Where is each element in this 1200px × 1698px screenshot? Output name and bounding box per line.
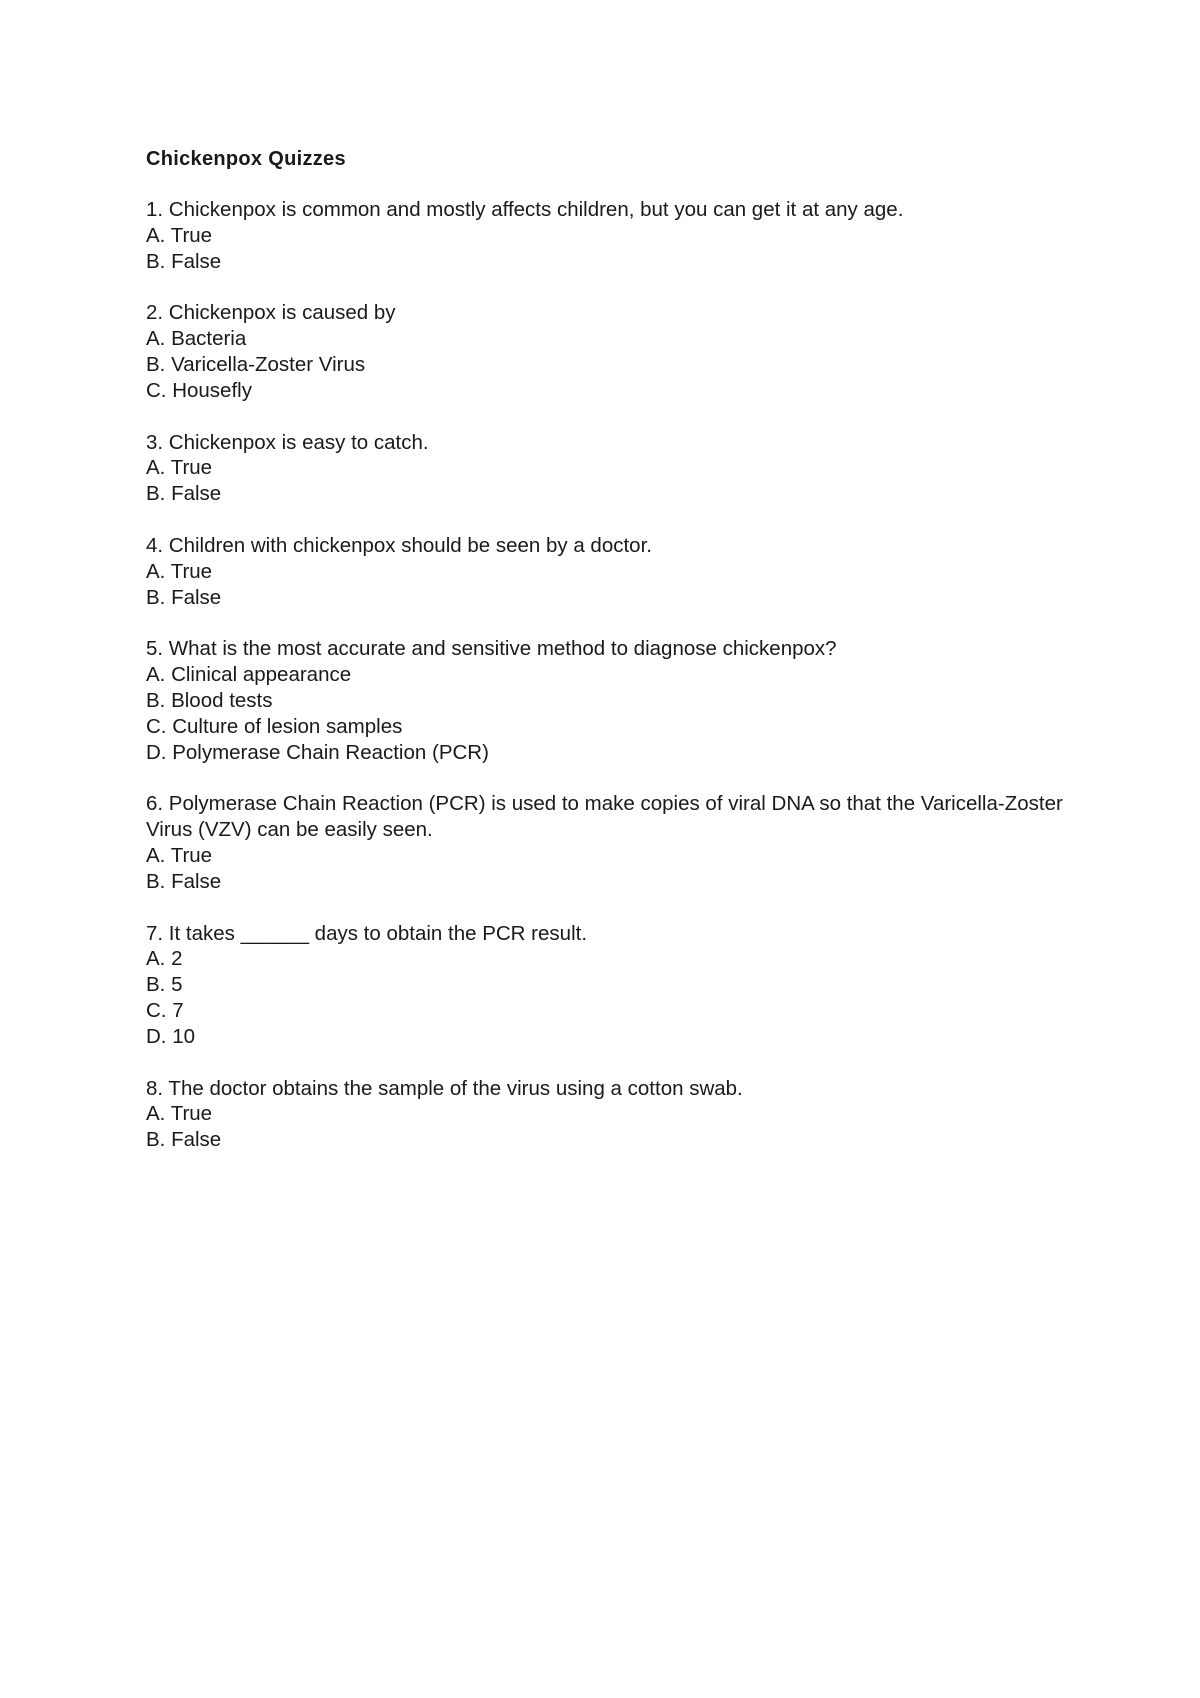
option-a: A. True (146, 843, 213, 867)
question-4 (146, 533, 1066, 610)
option-list (146, 223, 1066, 275)
option-d: D. 10 (146, 1024, 195, 1048)
option-a: A. Bacteria (146, 327, 247, 351)
document-content (146, 146, 1069, 1179)
option-d: D. Polymerase Chain Reaction (PCR) (146, 740, 489, 764)
option-a: A. Clinical appearance (146, 663, 352, 687)
question-text: 5. What is the most accurate and sensitive method to diagnose chickenpox? (146, 637, 837, 661)
option-list (146, 559, 1066, 611)
question-3 (146, 430, 1066, 507)
option-a: A. True (146, 223, 213, 247)
option-list (146, 946, 1066, 1049)
option-list (146, 843, 1066, 895)
page-title: Chickenpox Quizzes (146, 148, 346, 170)
option-b: B. False (146, 482, 222, 506)
question-text: 6. Polymerase Chain Reaction (PCR) is used to make copies of viral DNA so that the Varicella-Zoster Virus (VZV) can be easily seen. (146, 792, 1069, 842)
option-c: C. 7 (146, 998, 184, 1022)
option-b: B. False (146, 249, 222, 273)
option-a: A. True (146, 559, 213, 583)
option-a: A. 2 (146, 947, 183, 971)
option-list (146, 326, 1066, 403)
option-b: B. False (146, 585, 222, 609)
question-text: 7. It takes ______ days to obtain the PCR result. (146, 921, 588, 945)
question-text: 2. Chickenpox is caused by (146, 301, 396, 325)
question-text: 1. Chickenpox is common and mostly affects children, but you can get it at any age. (146, 198, 904, 221)
option-c: C. Culture of lesion samples (146, 714, 403, 738)
option-b: B. Varicella-Zoster Virus (146, 352, 366, 376)
question-text: 3. Chickenpox is easy to catch. (146, 430, 429, 454)
question-text: 8. The doctor obtains the sample of the virus using a cotton swab. (146, 1076, 743, 1100)
option-b: B. False (146, 869, 222, 893)
option-list (146, 662, 1066, 765)
question-5 (146, 636, 1066, 765)
option-b: B. 5 (146, 973, 183, 997)
option-b: B. Blood tests (146, 688, 273, 712)
question-7 (146, 921, 1066, 1050)
option-list (146, 1101, 1066, 1153)
question-8 (146, 1076, 1066, 1153)
option-list (146, 455, 1066, 507)
option-a: A. True (146, 456, 213, 480)
question-text: 4. Children with chickenpox should be seen by a doctor. (146, 533, 652, 557)
question-6 (146, 791, 1069, 894)
option-c: C. Housefly (146, 378, 252, 402)
option-b: B. False (146, 1128, 222, 1152)
question-1 (146, 197, 1066, 274)
question-2 (146, 300, 1066, 403)
option-a: A. True (146, 1102, 213, 1126)
